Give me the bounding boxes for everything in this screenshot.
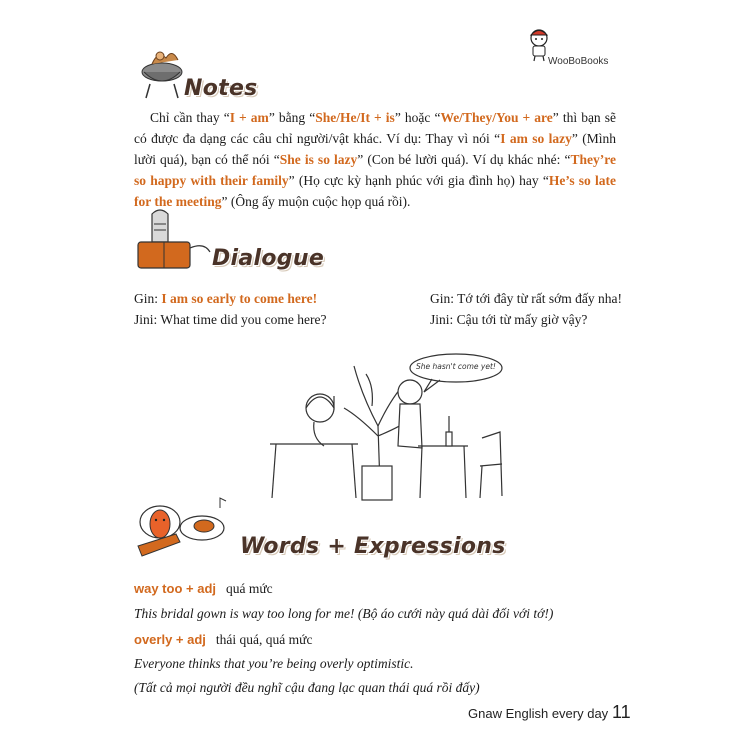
speaker-jini: Jini: bbox=[430, 312, 454, 327]
expression-example: This bridal gown is way too long for me! (Bộ áo cưới này quá dài đối với tớ!) bbox=[134, 606, 554, 621]
dialogue-line-text: Cậu tới từ mấy giờ vậy? bbox=[456, 312, 588, 327]
dialogue-vietnamese bbox=[430, 288, 630, 330]
notes-text: ” (Mình lười quá), bạn có thể nói “ bbox=[134, 131, 617, 167]
notes-heading: Notes bbox=[184, 76, 258, 101]
dialogue-line-text: What time did you come here? bbox=[160, 312, 327, 327]
brand-name: WooBoBooks bbox=[548, 56, 609, 67]
notes-text: ” (Con bé lười quá). Ví dụ khác nhé: “ bbox=[357, 152, 571, 167]
expression-meaning: quá mức bbox=[226, 581, 273, 596]
dialogue-line bbox=[430, 309, 630, 330]
notes-text: ” (Ông ấy muộn cuộc họp quá rồi). bbox=[221, 194, 411, 209]
notes-highlight: She/He/It + is bbox=[315, 110, 395, 125]
dialogue-heading: Dialogue bbox=[212, 246, 325, 271]
expression-item-overly bbox=[134, 631, 312, 649]
notes-text: ” (Họ cực kỳ hạnh phúc với gia đình họ) hay “ bbox=[288, 173, 549, 188]
speaker-gin: Gin: bbox=[134, 291, 159, 306]
notes-highlight: He’s so late for the meeting bbox=[134, 173, 616, 209]
dialogue-line-text: I am so early to come here! bbox=[161, 291, 318, 306]
musician-egg-icon bbox=[130, 494, 240, 568]
dialogue-line bbox=[134, 309, 424, 330]
notes-highlight: We/They/You + are bbox=[440, 110, 553, 125]
notes-highlight: They’re so happy with their family bbox=[134, 152, 616, 188]
dialogue-line-text: Tớ tới đây từ rất sớm đấy nha! bbox=[457, 291, 622, 306]
speech-bubble-text: She hasn't come yet! bbox=[416, 362, 496, 371]
notes-highlight: I am so lazy bbox=[500, 131, 572, 146]
notes-highlight: I + am bbox=[229, 110, 269, 125]
notes-text: ” bằng “ bbox=[268, 110, 316, 125]
expression-example: Everyone thinks that you’re being overly optimistic. bbox=[134, 656, 414, 671]
notes-text: Chỉ cần thay “ bbox=[150, 110, 230, 125]
expression-term: overly + adj bbox=[134, 632, 206, 647]
speaker-jini: Jini: bbox=[134, 312, 158, 327]
notes-highlight: She is so lazy bbox=[279, 152, 358, 167]
page-number: 11 bbox=[612, 702, 631, 722]
expression-meaning: thái quá, quá mức bbox=[215, 632, 313, 647]
expression-item-way-too bbox=[134, 580, 273, 598]
speaker-gin: Gin: bbox=[430, 291, 455, 306]
expression-translation: (Tất cả mọi người đều nghĩ cậu đang lạc quan thái quá rồi đấy) bbox=[134, 680, 480, 695]
dialogue-line bbox=[430, 288, 630, 309]
notes-text: ” thì bạn sẽ có được đa dạng các câu chỉ người/vật khác. Ví dụ: Thay vì nói “ bbox=[134, 110, 617, 146]
dialogue-english bbox=[134, 288, 424, 330]
footer-book-title: Gnaw English every day bbox=[468, 706, 609, 721]
notes-paragraph bbox=[134, 107, 616, 212]
notes-text: ” hoặc “ bbox=[394, 110, 441, 125]
dialogue-line bbox=[134, 288, 424, 309]
expression-term: way too + adj bbox=[134, 581, 216, 596]
knight-reading-icon bbox=[134, 208, 214, 274]
words-heading: Words + Expressions bbox=[240, 534, 506, 559]
